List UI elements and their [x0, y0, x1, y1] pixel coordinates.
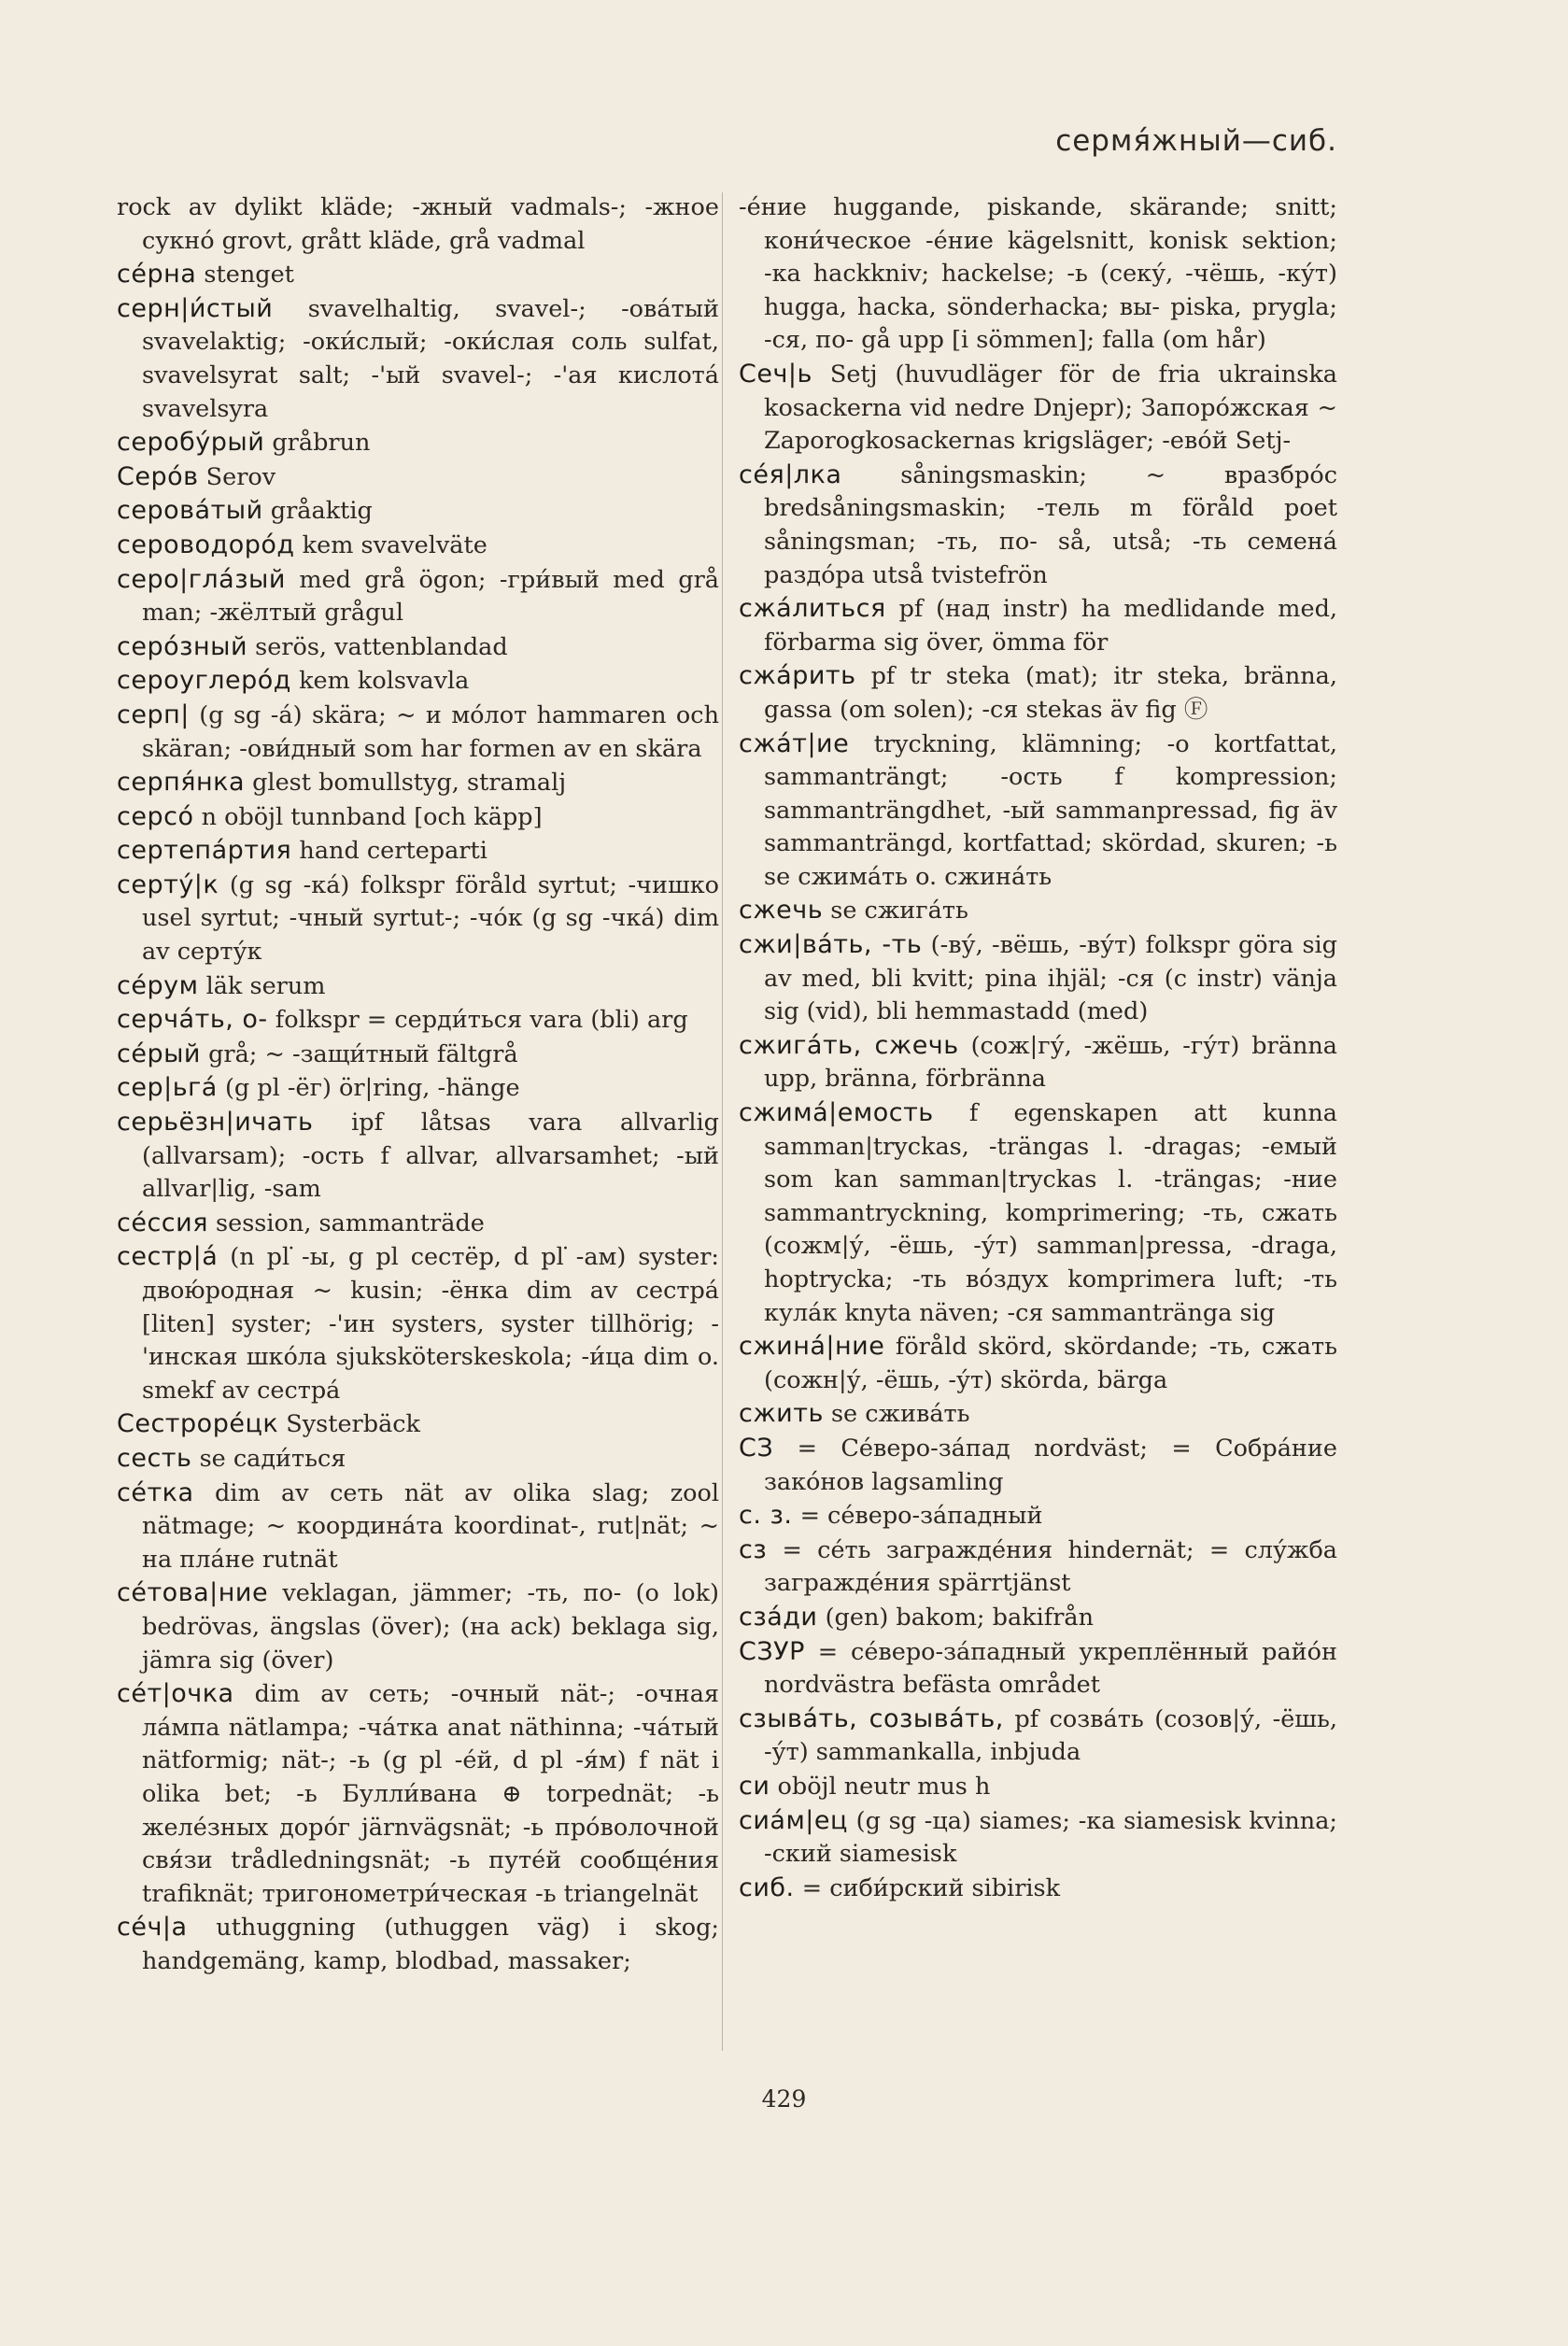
entry: се́това|ние veklagan, jämmer; -ть, по- (o lok) bedrövas, ängslas (över); (на ack) beklaga sig, jämra sig (över)	[117, 1578, 720, 1675]
entry: rock av dylikt kläde; -жный vadmals-; -жное сукно́ grovt, grått kläde, grå vadmal	[117, 193, 719, 255]
entry: сжа́литься pf (над instr) ha medlidande med, förbarma sig över, ömma för	[739, 594, 1337, 657]
entry: серьёзн|ичать ipf låtsas vara allvarlig (allvarsam); -ость f allvar, allvarsamhet; -ый allvar|lig, -sam	[117, 1108, 719, 1204]
entry: се́тка dim av сеть nät av olika slag; zool nätmage; ~ координа́та koordinat-, rut|nät; ~ на пла́не rutnät	[117, 1477, 719, 1574]
entry: серн|и́стый svavelhaltig, svavel-; -ова́тый svavelaktig; -оки́слый; -оки́слая соль sulfat, svavelsyrat salt; -'ый svavel-; -'ая кислота́ svavelsyra	[117, 293, 719, 423]
entry: Сестроре́цк Systerbäck	[117, 1409, 420, 1439]
entry: с. з. = се́веро-за́падный	[739, 1501, 1043, 1531]
entry: серо|гла́зый med grå ögon; -гри́вый med grå man; -жёлтый grågul	[117, 564, 720, 628]
entry: се́рый grå; ~ -защи́тный fältgrå	[117, 1039, 518, 1068]
entry: серобу́рый gråbrun	[117, 428, 371, 458]
entry: серо́зный serös, vattenblandad	[117, 631, 508, 661]
entry: сжина́|ние föråld skörd, skördande; -ть, сжать (сожн|у́, -ёшь, -у́т) skörda, bärga	[739, 1332, 1337, 1394]
entry: се́т|очка dim av сеть; -очный nät-; -очная ла́мпа nätlampa; -ча́тка anat näthinna; -ча́тый nätformig; nät-; -ь (g pl -е́й, d pl -я́м) f nät i olika bet; -ь Булли́вана ⊕ torpednät; -ь желе́зных доро́г järnvägsnät; -ь про́волочной свя́зи trådledningsnät; -ь путе́й сообще́ния trafiknät; тригонометри́ческая -ь triangelnät	[117, 1679, 720, 1908]
entry: се́я|лка såningsmaskin; ~ вразбро́с bredsåningsmaskin; -тель m föråld poet såningsman; -ть, по- så, utså; -ть семена́ раздо́ра utså tvistefrön	[739, 459, 1337, 589]
entry: Сеч|ь Setj (huvudläger för de fria ukrainska kosackerna vid nedre Dnjepr); Запоро́жская ~ Zaporogkosackernas krigsläger; -ево́й Setj-	[739, 359, 1338, 456]
entry: сз = се́ть загражде́ния hindernät; = слу́жба загражде́ния spärrtjänst	[739, 1534, 1337, 1598]
entry: серова́тый gråaktig	[117, 496, 373, 526]
entry: сертепа́ртия hand certeparti	[117, 836, 487, 866]
entry: си oböjl neutr mus h	[739, 1771, 991, 1801]
entry: серп| (g sg -а́) skära; ~ и мо́лот hammaren och skäran; -ови́дный som har formen av en skära	[117, 700, 719, 763]
right-column	[739, 191, 1337, 1905]
entry: сестр|а́ (n pl ̇-ы, g pl сестёр, d pl ̇-ам) syster: двою́родная ~ kusin; -ёнка dim av сестра́ [liten] syster; -'ин systers, syster tillhörig; -'инская шко́ла sjuksköterskeskola; -и́ца dim o. smekf av сестра́	[117, 1242, 719, 1405]
entry: СЗ = Се́веро-за́пад nordväst; = Собра́ние зако́нов lagsamling	[739, 1433, 1337, 1496]
entry: сиа́м|ец (g sg -ца) siames; -ка siamesisk kvinna; -ский siamesisk	[739, 1805, 1338, 1869]
entry: -е́ние huggande, piskande, skärande; snitt; кони́ческое -е́ние kägelsnitt, konisk sektion; -ка hackkniv; hackelse; -ь (секу́, -чёшь, -ку́т) hugga, hacka, sönderhacka; вы- piska, prygla; -ся, по- gå upp [i sömmen]; falla (om hår)	[739, 193, 1337, 355]
entry: сжига́ть, сжечь (сож|гу́, -жёшь, -гу́т) bränna upp, bränna, förbränna	[739, 1030, 1337, 1094]
entry: се́ссия session, sammanträde	[117, 1208, 485, 1237]
running-header: сермя́жный—сиб.	[1055, 124, 1337, 158]
entry: сжи|ва́ть, -ть (-ву́, -вёшь, -ву́т) folkspr göra sig av med, bli kvitt; pina ihjäl; -ся (с instr) vänja sig (vid), bli hemmastadd (med)	[739, 930, 1338, 1026]
entry: сжима́|емость f egenskapen att kunna samman|tryckas, -trängas l. -dragas; -емый som kan samman|tryckas l. -trängas; -ние sammantryckning, komprimering; -ть, сжать (сожм|у́, -ёшь, -у́т) samman|pressa, -draga, hoptrycka; -ть во́здух komprimera luft; -ть кула́к knyta näven; -ся sammantränga sig	[739, 1098, 1338, 1327]
entry: серту́|к (g sg -ка́) folkspr föråld syrtut; -чишко usel syrtut; -чный syrtut-; -чо́к (g sg -чка́) dim av серту́к	[117, 869, 720, 967]
entry: сероводоро́д kem svavelväte	[117, 530, 487, 559]
entry: серча́ть, о- folkspr = серди́ться vara (bli) arg	[117, 1005, 688, 1035]
entry: се́рум läk serum	[117, 970, 326, 1000]
entry: сзыва́ть, созыва́ть, pf созва́ть (созов|у́, -ёшь, -у́т) sammankalla, inbjuda	[739, 1703, 1337, 1767]
entry: серсо́ n oböjl tunnband [och käpp]	[117, 801, 543, 831]
entry: сесть se сади́ться	[117, 1443, 346, 1473]
entry: сер|ьга́ (g pl -ёг) ör|ring, -hänge	[117, 1073, 520, 1103]
entry: сжа́рить pf tr steka (mat); itr steka, bränna, gassa (om solen); -ся stekas äv fig Ⓕ	[739, 661, 1337, 724]
column-divider	[722, 192, 723, 2051]
entry: сжечь se сжига́ть	[739, 896, 968, 926]
entry: сжить se сжива́ть	[739, 1399, 970, 1429]
left-column	[117, 191, 719, 1978]
entry: сиб. = сиби́рский sibirisk	[739, 1873, 1061, 1902]
entry: сжа́т|ие tryckning, klämning; -о kortfattat, sammanträngt; -ость f kompression; sammanträngdhet, -ый sammanpressad, fig äv sammanträngd, kortfattad; skördad, skuren; -ь se сжима́ть o. сжина́ть	[739, 728, 1337, 891]
entry: Серо́в Serov	[117, 461, 276, 491]
entry: сероуглеро́д kem kolsvavla	[117, 666, 470, 696]
entry: се́рна stenget	[117, 260, 294, 290]
entry: серпя́нка glest bomullstyg, stramalj	[117, 768, 567, 798]
page-number: 429	[761, 2085, 807, 2113]
entry: сза́ди (gen) bakom; bakifrån	[739, 1602, 1095, 1632]
entry: СЗУР = се́веро-за́падный укреплённый райо́н nordvästra befästa området	[739, 1636, 1338, 1700]
entry: се́ч|а uthuggning (uthuggen väg) i skog; handgemäng, kamp, blodbad, massaker;	[117, 1913, 719, 1975]
